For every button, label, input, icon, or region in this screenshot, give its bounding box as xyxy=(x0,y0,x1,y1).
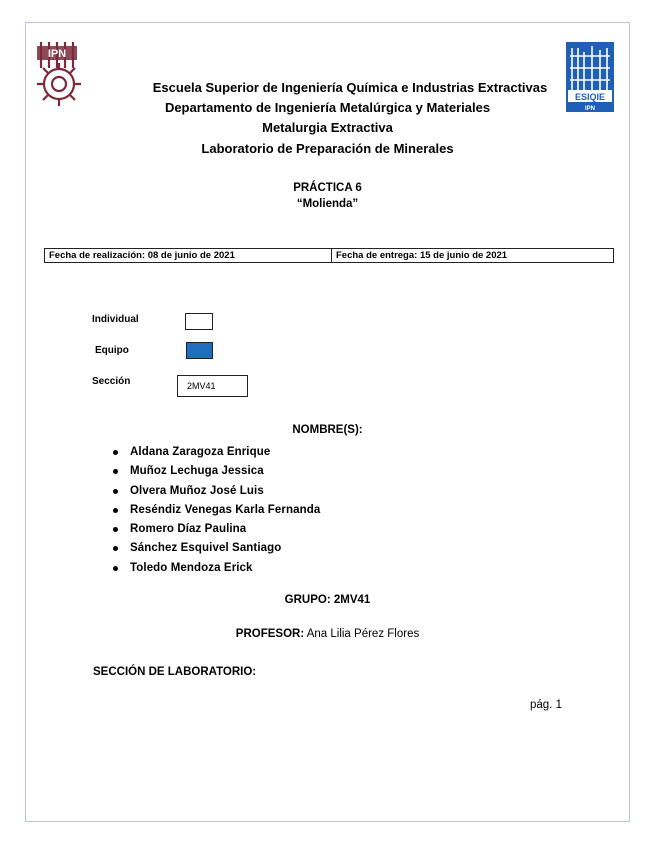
name-list-item xyxy=(108,539,320,558)
seccion-field[interactable] xyxy=(177,375,248,397)
name-text: Olvera Muñoz José Luis xyxy=(130,484,264,497)
dates-table xyxy=(44,248,614,263)
bullet-icon xyxy=(113,450,118,455)
bullet-icon xyxy=(113,508,118,513)
ipn-logo-icon xyxy=(35,38,83,108)
name-list-item xyxy=(108,462,320,481)
name-list-item xyxy=(108,559,320,578)
name-text: Muñoz Lechuga Jessica xyxy=(130,465,264,478)
esiqie-logo-subtext: IPN xyxy=(584,106,596,112)
school-name: Escuela Superior de Ingeniería Química e Industrias Extractivas xyxy=(152,80,548,95)
realization-date: Fecha de realización: 08 de junio de 2021 xyxy=(49,250,235,261)
practice-title: “Molienda” xyxy=(296,198,359,210)
name-list-item xyxy=(108,520,320,539)
department-name: Departamento de Ingeniería Metalúrgica y Materiales xyxy=(164,100,491,115)
bullet-icon xyxy=(113,546,118,551)
bullet-icon xyxy=(113,566,118,571)
seccion-label: Sección xyxy=(92,376,131,387)
esiqie-logo-text: ESIQIE xyxy=(574,92,606,102)
names-heading: NOMBRE(S): xyxy=(292,424,363,436)
individual-checkbox[interactable] xyxy=(185,313,213,330)
name-text: Romero Díaz Paulina xyxy=(130,523,247,536)
bullet-icon xyxy=(113,527,118,532)
name-list-item xyxy=(108,443,320,462)
ipn-logo-text: IPN xyxy=(47,48,67,60)
bullet-icon xyxy=(113,469,118,474)
subject-name: Metalurgia Extractiva xyxy=(262,120,393,135)
professor-line xyxy=(0,628,655,640)
equipo-checkbox[interactable] xyxy=(186,342,213,359)
laboratory-name: Laboratorio de Preparación de Minerales xyxy=(201,141,454,156)
individual-label: Individual xyxy=(92,314,139,325)
professor-name: Ana Lilia Pérez Flores xyxy=(306,628,420,640)
name-text: Aldana Zaragoza Enrique xyxy=(130,446,271,458)
lab-section-label: SECCIÓN DE LABORATORIO: xyxy=(93,666,257,678)
page-number: pág. 1 xyxy=(530,699,562,711)
name-text: Reséndiz Venegas Karla Fernanda xyxy=(130,503,321,516)
name-list-item xyxy=(108,482,320,501)
professor-label: PROFESOR: xyxy=(235,628,305,640)
practice-number: PRÁCTICA 6 xyxy=(293,182,362,194)
delivery-date: Fecha de entrega: 15 de junio de 2021 xyxy=(331,249,613,262)
bullet-icon xyxy=(113,489,118,494)
names-list xyxy=(108,443,320,578)
equipo-label: Equipo xyxy=(95,345,129,356)
name-list-item xyxy=(108,501,320,520)
group-label: GRUPO: 2MV41 xyxy=(284,594,371,606)
name-text: Toledo Mendoza Erick xyxy=(130,561,253,574)
seccion-value: 2MV41 xyxy=(187,381,216,391)
name-text: Sánchez Esquivel Santiago xyxy=(130,542,282,555)
